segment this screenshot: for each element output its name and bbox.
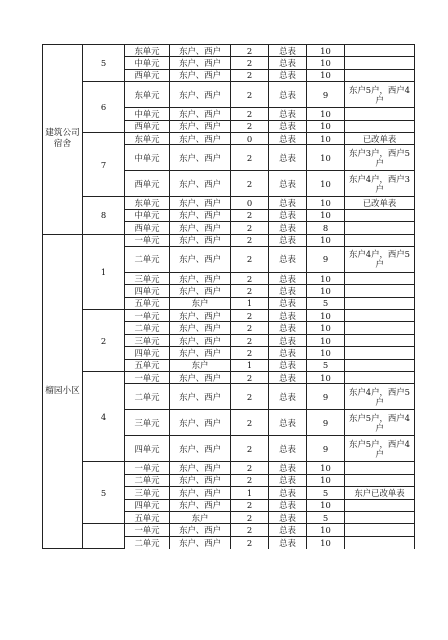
unit-cell: 中单元 [125,209,170,221]
household-count-cell: 0 [231,132,269,144]
reading-cell: 10 [307,132,345,144]
meter-type-cell: 总表 [269,45,307,57]
note-cell [345,536,415,548]
note-cell [345,209,415,221]
note-cell [345,57,415,69]
reading-cell: 9 [307,384,345,410]
meter-type-cell: 总表 [269,120,307,132]
meter-type-cell: 总表 [269,499,307,511]
building-number-cell: 4 [83,372,125,462]
household-count-cell: 2 [231,209,269,221]
household-count-cell: 1 [231,487,269,499]
households-cell: 东户、西户 [170,524,231,536]
households-cell: 东户、西户 [170,384,231,410]
unit-cell: 东单元 [125,132,170,144]
reading-cell: 5 [307,511,345,523]
note-cell: 东户3户，西户5户 [345,145,415,171]
households-cell: 东户、西户 [170,372,231,384]
households-cell: 东户、西户 [170,132,231,144]
note-cell [345,285,415,297]
households-cell: 东户、西户 [170,171,231,197]
reading-cell: 10 [307,234,345,246]
unit-cell: 西单元 [125,222,170,234]
table-row [43,82,415,108]
household-count-cell: 2 [231,474,269,486]
meter-type-cell: 总表 [269,536,307,548]
note-cell: 东户已改单表 [345,487,415,499]
households-cell: 东户、西户 [170,108,231,120]
meter-type-cell: 总表 [269,171,307,197]
note-cell [345,462,415,474]
reading-cell: 5 [307,297,345,309]
households-cell: 东户、西户 [170,436,231,462]
unit-cell: 五单元 [125,359,170,371]
meter-type-cell: 总表 [269,436,307,462]
reading-cell: 10 [307,108,345,120]
reading-cell: 10 [307,462,345,474]
households-cell: 东户、西户 [170,234,231,246]
note-cell [345,120,415,132]
meter-type-cell: 总表 [269,246,307,272]
unit-cell: 东单元 [125,197,170,209]
households-cell: 东户、西户 [170,82,231,108]
reading-cell: 10 [307,45,345,57]
meter-type-cell: 总表 [269,82,307,108]
note-cell: 东户4户，西户5户 [345,384,415,410]
note-cell: 东户5户，西户4户 [345,82,415,108]
building-number-cell: 5 [83,462,125,524]
meter-table [42,44,415,549]
household-count-cell: 2 [231,462,269,474]
households-cell: 东户、西户 [170,499,231,511]
reading-cell: 10 [307,145,345,171]
reading-cell: 10 [307,499,345,511]
note-cell [345,524,415,536]
unit-cell: 四单元 [125,347,170,359]
note-cell [345,511,415,523]
note-cell [345,108,415,120]
meter-type-cell: 总表 [269,359,307,371]
reading-cell: 10 [307,347,345,359]
reading-cell: 9 [307,246,345,272]
note-cell [345,322,415,334]
note-cell [345,69,415,81]
households-cell: 东户 [170,511,231,523]
building-number-cell: 2 [83,310,125,372]
note-cell [345,234,415,246]
reading-cell: 10 [307,209,345,221]
note-cell [345,359,415,371]
household-count-cell: 2 [231,384,269,410]
meter-type-cell: 总表 [269,372,307,384]
household-count-cell: 2 [231,285,269,297]
meter-type-cell: 总表 [269,322,307,334]
households-cell: 东户、西户 [170,145,231,171]
note-cell [345,334,415,346]
building-number-cell: 8 [83,197,125,234]
meter-type-cell: 总表 [269,297,307,309]
unit-cell: 三单元 [125,487,170,499]
reading-cell: 10 [307,310,345,322]
meter-type-cell: 总表 [269,285,307,297]
reading-cell: 9 [307,410,345,436]
meter-type-cell: 总表 [269,524,307,536]
note-cell: 东户5户，西户4户 [345,436,415,462]
meter-type-cell: 总表 [269,145,307,171]
households-cell: 东户、西户 [170,285,231,297]
table-row [43,524,415,536]
household-count-cell: 1 [231,359,269,371]
meter-type-cell: 总表 [269,384,307,410]
building-number-cell: 6 [83,82,125,133]
unit-cell: 中单元 [125,108,170,120]
unit-cell: 一单元 [125,372,170,384]
reading-cell: 10 [307,171,345,197]
unit-cell: 西单元 [125,120,170,132]
meter-type-cell: 总表 [269,410,307,436]
meter-type-cell: 总表 [269,209,307,221]
household-count-cell: 2 [231,536,269,548]
unit-cell: 西单元 [125,171,170,197]
households-cell: 东户、西户 [170,334,231,346]
households-cell: 东户、西户 [170,197,231,209]
note-cell [345,474,415,486]
reading-cell: 10 [307,120,345,132]
meter-type-cell: 总表 [269,108,307,120]
reading-cell: 9 [307,436,345,462]
household-count-cell: 2 [231,171,269,197]
meter-type-cell: 总表 [269,310,307,322]
meter-table-body [43,45,415,549]
household-count-cell: 2 [231,108,269,120]
reading-cell: 10 [307,536,345,548]
household-count-cell: 2 [231,322,269,334]
reading-cell: 10 [307,69,345,81]
meter-type-cell: 总表 [269,511,307,523]
note-cell [345,45,415,57]
meter-type-cell: 总表 [269,474,307,486]
household-count-cell: 2 [231,499,269,511]
households-cell: 东户、西户 [170,120,231,132]
reading-cell: 10 [307,372,345,384]
reading-cell: 8 [307,222,345,234]
reading-cell: 10 [307,322,345,334]
unit-cell: 东单元 [125,45,170,57]
reading-cell: 10 [307,524,345,536]
unit-cell: 一单元 [125,310,170,322]
note-cell: 东户4户，西户3户 [345,171,415,197]
meter-type-cell: 总表 [269,334,307,346]
unit-cell: 三单元 [125,272,170,284]
meter-type-cell: 总表 [269,222,307,234]
unit-cell: 东单元 [125,82,170,108]
note-cell [345,272,415,284]
reading-cell: 10 [307,57,345,69]
unit-cell: 二单元 [125,536,170,548]
household-count-cell: 2 [231,69,269,81]
meter-type-cell: 总表 [269,347,307,359]
household-count-cell: 2 [231,272,269,284]
table-row [43,132,415,144]
unit-cell: 一单元 [125,462,170,474]
table-row [43,310,415,322]
household-count-cell: 2 [231,334,269,346]
unit-cell: 四单元 [125,285,170,297]
unit-cell: 中单元 [125,145,170,171]
note-cell: 东户5户，西户4户 [345,410,415,436]
unit-cell: 四单元 [125,499,170,511]
reading-cell: 9 [307,82,345,108]
unit-cell: 五单元 [125,297,170,309]
meter-type-cell: 总表 [269,132,307,144]
building-number-cell [83,524,125,549]
note-cell: 已改单表 [345,197,415,209]
area-cell: 建筑公司宿舍 [43,45,83,235]
households-cell: 东户、西户 [170,272,231,284]
meter-type-cell: 总表 [269,57,307,69]
meter-type-cell: 总表 [269,69,307,81]
unit-cell: 西单元 [125,69,170,81]
building-number-cell: 1 [83,234,125,310]
reading-cell: 5 [307,359,345,371]
households-cell: 东户、西户 [170,487,231,499]
meter-type-cell: 总表 [269,487,307,499]
table-row [43,45,415,57]
households-cell: 东户、西户 [170,347,231,359]
unit-cell: 五单元 [125,511,170,523]
household-count-cell: 2 [231,222,269,234]
unit-cell: 二单元 [125,384,170,410]
households-cell: 东户、西户 [170,246,231,272]
building-number-cell: 5 [83,45,125,82]
note-cell [345,499,415,511]
reading-cell: 10 [307,197,345,209]
note-cell [345,310,415,322]
household-count-cell: 2 [231,120,269,132]
household-count-cell: 2 [231,511,269,523]
meter-type-cell: 总表 [269,197,307,209]
table-row [43,372,415,384]
unit-cell: 一单元 [125,524,170,536]
meter-type-cell: 总表 [269,462,307,474]
note-cell [345,372,415,384]
household-count-cell: 2 [231,234,269,246]
household-count-cell: 2 [231,82,269,108]
unit-cell: 三单元 [125,334,170,346]
households-cell: 东户 [170,359,231,371]
note-cell [345,222,415,234]
reading-cell: 10 [307,285,345,297]
household-count-cell: 2 [231,372,269,384]
unit-cell: 中单元 [125,57,170,69]
households-cell: 东户、西户 [170,410,231,436]
reading-cell: 10 [307,334,345,346]
table-row [43,462,415,474]
households-cell: 东户、西户 [170,322,231,334]
households-cell: 东户、西户 [170,57,231,69]
households-cell: 东户、西户 [170,462,231,474]
household-count-cell: 2 [231,57,269,69]
unit-cell: 二单元 [125,322,170,334]
unit-cell: 四单元 [125,436,170,462]
household-count-cell: 2 [231,436,269,462]
reading-cell: 10 [307,474,345,486]
table-row [43,197,415,209]
households-cell: 东户、西户 [170,222,231,234]
meter-type-cell: 总表 [269,234,307,246]
household-count-cell: 2 [231,145,269,171]
note-cell [345,297,415,309]
household-count-cell: 2 [231,410,269,436]
households-cell: 东户、西户 [170,69,231,81]
area-cell: 榴园小区 [43,234,83,549]
note-cell [345,347,415,359]
households-cell: 东户、西户 [170,209,231,221]
note-cell: 东户4户，西户5户 [345,246,415,272]
household-count-cell: 2 [231,310,269,322]
building-number-cell: 7 [83,132,125,196]
households-cell: 东户、西户 [170,310,231,322]
household-count-cell: 2 [231,45,269,57]
household-count-cell: 1 [231,297,269,309]
households-cell: 东户、西户 [170,45,231,57]
household-count-cell: 2 [231,524,269,536]
reading-cell: 5 [307,487,345,499]
household-count-cell: 2 [231,347,269,359]
household-count-cell: 0 [231,197,269,209]
reading-cell: 10 [307,272,345,284]
households-cell: 东户、西户 [170,474,231,486]
households-cell: 东户 [170,297,231,309]
note-cell: 已改单表 [345,132,415,144]
table-row [43,234,415,246]
meter-type-cell: 总表 [269,272,307,284]
unit-cell: 三单元 [125,410,170,436]
unit-cell: 一单元 [125,234,170,246]
households-cell: 东户、西户 [170,536,231,548]
unit-cell: 二单元 [125,474,170,486]
household-count-cell: 2 [231,246,269,272]
unit-cell: 二单元 [125,246,170,272]
